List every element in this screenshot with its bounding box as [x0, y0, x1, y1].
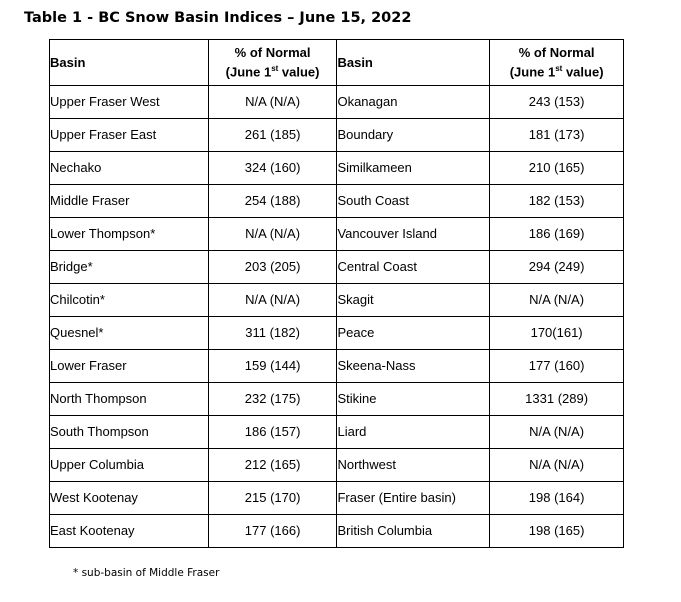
basin-cell: Bridge*	[50, 251, 209, 284]
percent-cell: 186 (157)	[208, 416, 337, 449]
basin-cell: Upper Fraser West	[50, 86, 209, 119]
percent-cell: 170(161)	[490, 317, 624, 350]
percent-cell: 198 (164)	[490, 482, 624, 515]
percent-cell: 203 (205)	[208, 251, 337, 284]
basin-cell: Quesnel*	[50, 317, 209, 350]
basin-cell: Boundary	[337, 119, 490, 152]
table-row	[50, 350, 624, 383]
basin-cell: Stikine	[337, 383, 490, 416]
percent-cell: 232 (175)	[208, 383, 337, 416]
percent-cell: 186 (169)	[490, 218, 624, 251]
basin-cell: Similkameen	[337, 152, 490, 185]
percent-cell: 324 (160)	[208, 152, 337, 185]
basin-cell: North Thompson	[50, 383, 209, 416]
percent-cell: N/A (N/A)	[490, 284, 624, 317]
table-row	[50, 482, 624, 515]
table-row	[50, 317, 624, 350]
header-pct-right: % of Normal (June 1st value)	[490, 40, 624, 86]
header-basin-left: Basin	[50, 40, 209, 86]
table-row	[50, 119, 624, 152]
percent-cell: 254 (188)	[208, 185, 337, 218]
percent-cell: 198 (165)	[490, 515, 624, 548]
header-pct-left: % of Normal (June 1st value)	[208, 40, 337, 86]
basin-cell: Fraser (Entire basin)	[337, 482, 490, 515]
basin-cell: Nechako	[50, 152, 209, 185]
percent-cell: 311 (182)	[208, 317, 337, 350]
basin-cell: Northwest	[337, 449, 490, 482]
table-row	[50, 86, 624, 119]
table-row	[50, 152, 624, 185]
percent-cell: 159 (144)	[208, 350, 337, 383]
basin-cell: Lower Fraser	[50, 350, 209, 383]
percent-cell: 212 (165)	[208, 449, 337, 482]
footnote: * sub-basin of Middle Fraser	[73, 567, 220, 579]
percent-cell: 182 (153)	[490, 185, 624, 218]
percent-cell: 294 (249)	[490, 251, 624, 284]
percent-cell: 1331 (289)	[490, 383, 624, 416]
basin-cell: Chilcotin*	[50, 284, 209, 317]
percent-cell: 261 (185)	[208, 119, 337, 152]
table-row	[50, 515, 624, 548]
percent-cell: 215 (170)	[208, 482, 337, 515]
basin-cell: South Thompson	[50, 416, 209, 449]
basin-cell: Liard	[337, 416, 490, 449]
header-basin-right: Basin	[337, 40, 490, 86]
basin-cell: West Kootenay	[50, 482, 209, 515]
basin-cell: Upper Columbia	[50, 449, 209, 482]
percent-cell: 181 (173)	[490, 119, 624, 152]
table-row	[50, 218, 624, 251]
percent-cell: N/A (N/A)	[208, 86, 337, 119]
percent-cell: 177 (166)	[208, 515, 337, 548]
header-row	[50, 40, 624, 86]
basin-cell: East Kootenay	[50, 515, 209, 548]
basin-cell: Central Coast	[337, 251, 490, 284]
table-row	[50, 383, 624, 416]
table-row	[50, 449, 624, 482]
table-row	[50, 185, 624, 218]
percent-cell: N/A (N/A)	[208, 284, 337, 317]
table-row	[50, 284, 624, 317]
snow-basin-table	[49, 39, 624, 548]
basin-cell: British Columbia	[337, 515, 490, 548]
basin-cell: Middle Fraser	[50, 185, 209, 218]
percent-cell: 210 (165)	[490, 152, 624, 185]
basin-cell: Vancouver Island	[337, 218, 490, 251]
basin-cell: South Coast	[337, 185, 490, 218]
basin-cell: Lower Thompson*	[50, 218, 209, 251]
basin-cell: Skeena-Nass	[337, 350, 490, 383]
basin-cell: Skagit	[337, 284, 490, 317]
table-row	[50, 416, 624, 449]
table-title: Table 1 - BC Snow Basin Indices – June 15, 2022	[24, 10, 412, 26]
basin-cell: Okanagan	[337, 86, 490, 119]
percent-cell: N/A (N/A)	[490, 449, 624, 482]
percent-cell: 243 (153)	[490, 86, 624, 119]
percent-cell: N/A (N/A)	[490, 416, 624, 449]
table-row	[50, 251, 624, 284]
basin-cell: Peace	[337, 317, 490, 350]
percent-cell: 177 (160)	[490, 350, 624, 383]
basin-cell: Upper Fraser East	[50, 119, 209, 152]
percent-cell: N/A (N/A)	[208, 218, 337, 251]
